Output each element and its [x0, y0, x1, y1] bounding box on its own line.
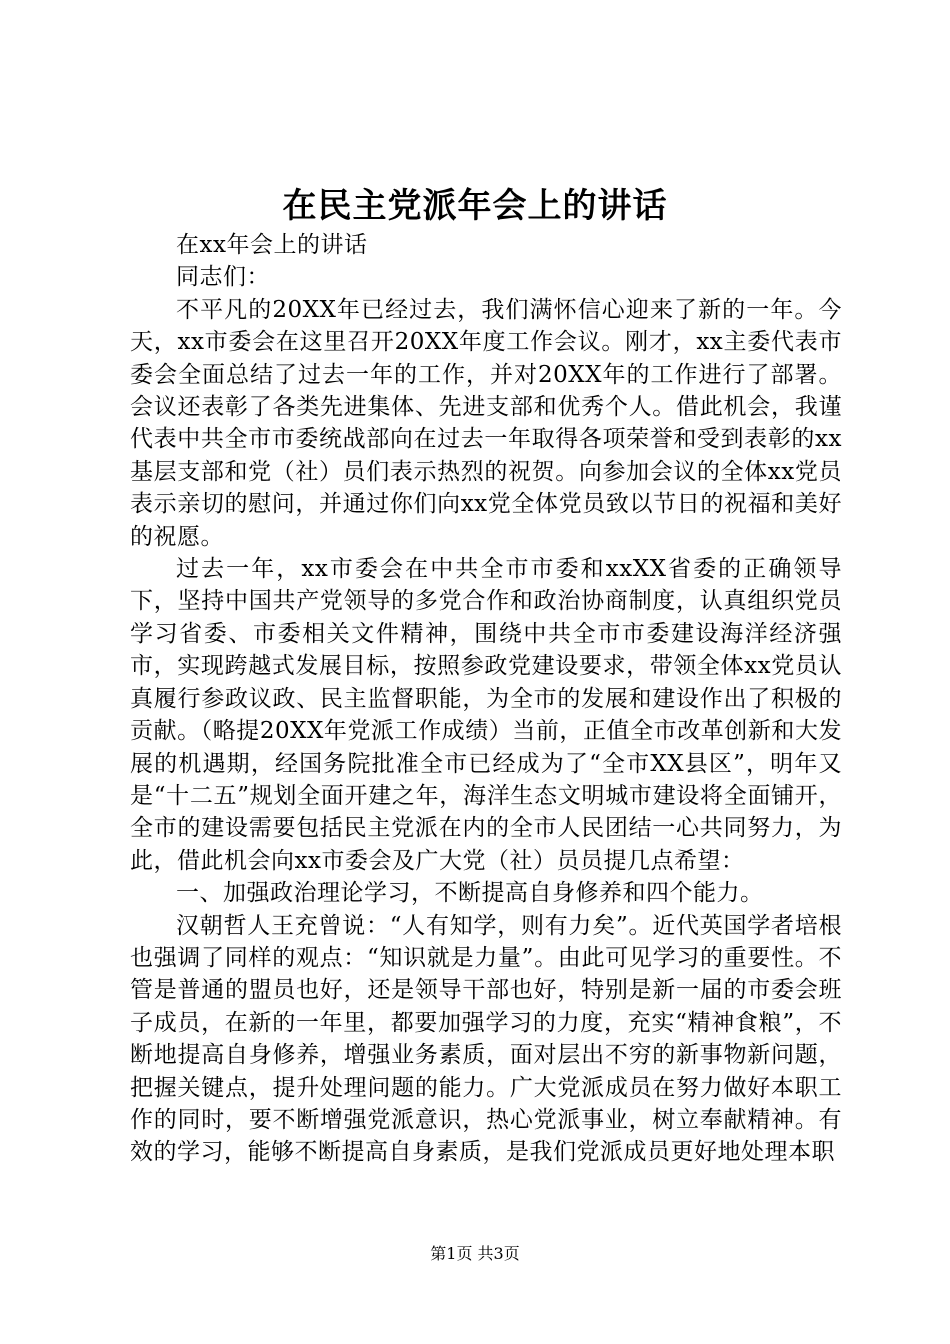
paragraph-opening: 不平凡的20XX年已经过去，我们满怀信心迎来了新的一年。今天，xx市委会在这里召开20XX年度工作会议。刚才，xx主委代表市委会全面总结了过去一年的工作，并对20XX年的工作进行了部署。会议还表彰了各类先进集体、先进支部和优秀个人。借此机会，我谨代表中共全市市委统战部向在过去一年取得各项荣誉和受到表彰的xx基层支部和党（社）员们表示热烈的祝贺。向参加会议的全体xx党员表示亲切的慰问，并通过你们向xx党全体党员致以节日的祝福和美好的祝愿。: [130, 296, 842, 550]
paragraph-point-one: 一、加强政治理论学习，不断提高自身修养和四个能力。: [176, 880, 764, 907]
paragraph-review: 过去一年，xx市委会在中共全市市委和xxXX省委的正确领导下，坚持中国共产党领导的多党合作和政治协商制度，认真组织党员学习省委、市委相关文件精神，围绕中共全市市委建设海洋经济强市，实现跨越式发展目标，按照参政党建设要求，带领全体xx党员认真履行参政议政、民主监督职能，为全市的发展和建设作出了积极的贡献。（略提20XX年党派工作成绩）当前，正值全市改革创新和大发展的机遇期，经国务院批准全市已经成为了“全市XX县区”，明年又是“十二五”规划全面开建之年，海洋生态文明城市建设将全面铺开，全市的建设需要包括民主党派在内的全市人民团结一心共同努力，为此，借此机会向xx市委会及广大党（社）员员提几点希望：: [130, 556, 842, 874]
document-title: 在民主党派年会上的讲话: [282, 186, 668, 226]
page-number-footer: 第1页 共3页: [430, 1244, 520, 1263]
paragraph-subtitle: 在xx年会上的讲话: [176, 232, 368, 258]
document-body: [130, 229, 842, 1169]
paragraph-salutation: 同志们：: [176, 264, 270, 291]
paragraph-study: 汉朝哲人王充曾说：“人有知学，则有力矣”。近代英国学者培根也强调了同样的观点：“知识就是力量”。由此可见学习的重要性。不管是普通的盟员也好，还是领导干部也好，特别是新一届的市委会班子成员，在新的一年里，都要加强学习的力度，充实“精神食粮”，不断地提高自身修养，增强业务素质，面对层出不穷的新事物新问题，把握关键点，提升处理问题的能力。广大党派成员在努力做好本职工作的同时，要不断增强党派意识，热心党派事业，树立奉献精神。有效的学习，能够不断提高自身素质，是我们党派成员更好地处理本职: [130, 912, 842, 1166]
